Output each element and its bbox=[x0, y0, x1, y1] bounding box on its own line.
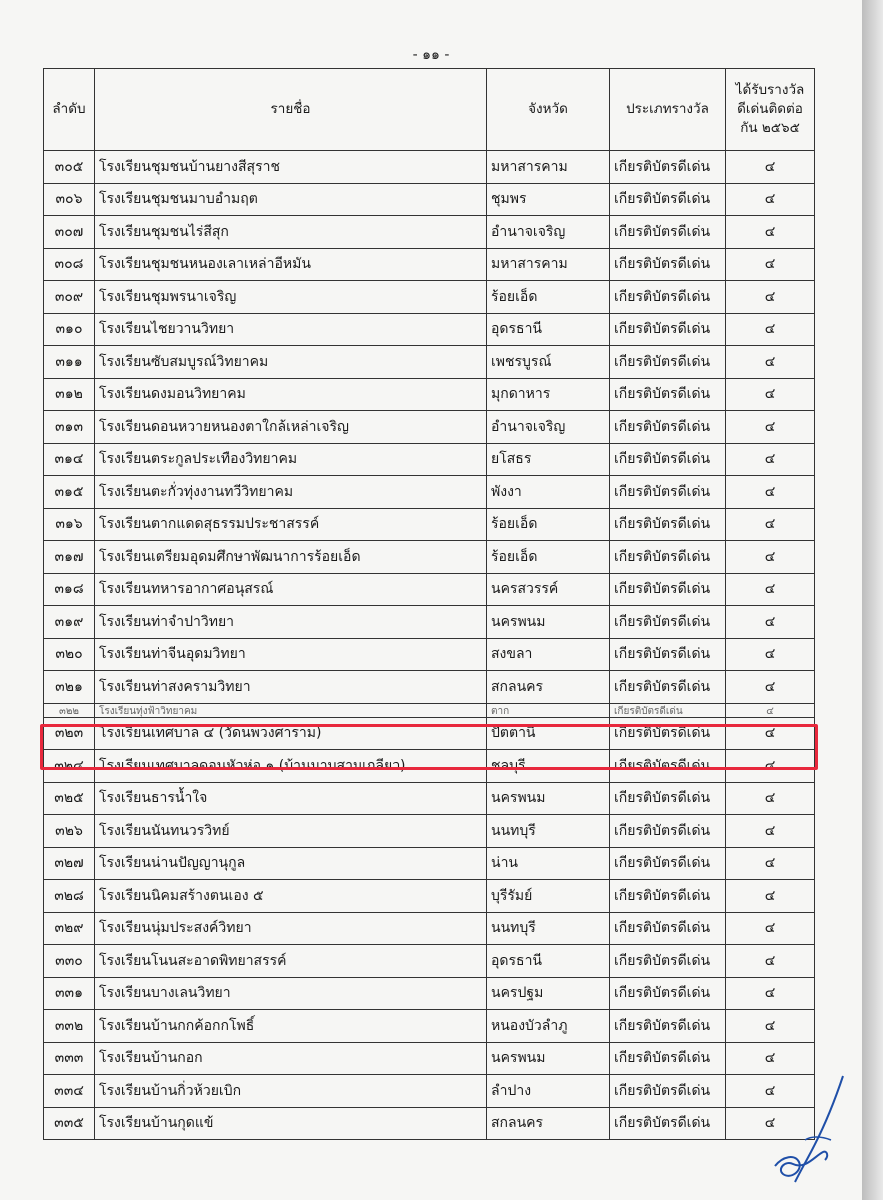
row-number: ๓๓๑ bbox=[44, 977, 95, 1010]
table-row bbox=[44, 977, 815, 1010]
award-type: เกียรติบัตรดีเด่น bbox=[610, 671, 726, 704]
award-type: เกียรติบัตรดีเด่น bbox=[610, 815, 726, 848]
table-row bbox=[44, 281, 815, 314]
school-name: โรงเรียนชุมพรนาเจริญ bbox=[95, 281, 487, 314]
row-number: ๓๑๖ bbox=[44, 508, 95, 541]
province: บุรีรัมย์ bbox=[487, 880, 610, 913]
table-row bbox=[44, 782, 815, 815]
award-type: เกียรติบัตรดีเด่น bbox=[610, 977, 726, 1010]
table-row bbox=[44, 638, 815, 671]
province: นครสวรรค์ bbox=[487, 573, 610, 606]
row-number: ๓๑๓ bbox=[44, 411, 95, 444]
school-name: โรงเรียนโนนสะอาดพิทยาสรรค์ bbox=[95, 945, 487, 978]
table-row bbox=[44, 346, 815, 379]
school-name: โรงเรียนนิคมสร้างตนเอง ๕ bbox=[95, 880, 487, 913]
header-name: รายชื่อ bbox=[95, 69, 487, 151]
province: สกลนคร bbox=[487, 671, 610, 704]
table-row bbox=[44, 541, 815, 574]
school-name: โรงเรียนนุ่มประสงค์วิทยา bbox=[95, 912, 487, 945]
award-type: เกียรติบัตรดีเด่น bbox=[610, 847, 726, 880]
province: นนทบุรี bbox=[487, 912, 610, 945]
province: ตาก bbox=[487, 703, 610, 717]
school-name: โรงเรียนซับสมบูรณ์วิทยาคม bbox=[95, 346, 487, 379]
award-type: เกียรติบัตรดีเด่น bbox=[610, 912, 726, 945]
school-name: โรงเรียนท่าจำปาวิทยา bbox=[95, 606, 487, 639]
province: นครพนม bbox=[487, 782, 610, 815]
award-type: เกียรติบัตรดีเด่น bbox=[610, 378, 726, 411]
province: นครปฐม bbox=[487, 977, 610, 1010]
school-name: โรงเรียนบ้านกุดแข้ bbox=[95, 1107, 487, 1140]
table-row bbox=[44, 1107, 815, 1140]
table-row bbox=[44, 216, 815, 249]
header-award-type: ประเภทรางวัล bbox=[610, 69, 726, 151]
table-row bbox=[44, 443, 815, 476]
row-number: ๓๑๑ bbox=[44, 346, 95, 379]
row-number: ๓๒๓ bbox=[44, 717, 95, 750]
consecutive-years: ๔ bbox=[726, 880, 815, 913]
province: ร้อยเอ็ด bbox=[487, 281, 610, 314]
table-row bbox=[44, 815, 815, 848]
row-number: ๓๑๘ bbox=[44, 573, 95, 606]
consecutive-years: ๔ bbox=[726, 717, 815, 750]
award-type: เกียรติบัตรดีเด่น bbox=[610, 945, 726, 978]
consecutive-years: ๔ bbox=[726, 151, 815, 184]
table-row bbox=[44, 880, 815, 913]
consecutive-years: ๔ bbox=[726, 912, 815, 945]
row-number: ๓๓๓ bbox=[44, 1042, 95, 1075]
consecutive-years: ๔ bbox=[726, 945, 815, 978]
table-row bbox=[44, 1010, 815, 1043]
consecutive-years: ๔ bbox=[726, 1075, 815, 1108]
award-type: เกียรติบัตรดีเด่น bbox=[610, 717, 726, 750]
school-name: โรงเรียนบ้านกิ่วห้วยเบิก bbox=[95, 1075, 487, 1108]
award-type: เกียรติบัตรดีเด่น bbox=[610, 346, 726, 379]
table-row bbox=[44, 411, 815, 444]
province: นครพนม bbox=[487, 1042, 610, 1075]
consecutive-years: ๔ bbox=[726, 606, 815, 639]
province: ชุมพร bbox=[487, 183, 610, 216]
school-name: โรงเรียนตะกั่วทุ่งงานทวีวิทยาคม bbox=[95, 476, 487, 509]
table-row bbox=[44, 573, 815, 606]
award-type: เกียรติบัตรดีเด่น bbox=[610, 1107, 726, 1140]
table-row bbox=[44, 945, 815, 978]
school-name: โรงเรียนทุ่งฟ้าวิทยาคม bbox=[95, 703, 487, 717]
row-number: ๓๒๐ bbox=[44, 638, 95, 671]
award-type: เกียรติบัตรดีเด่น bbox=[610, 1075, 726, 1108]
consecutive-years: ๔ bbox=[726, 638, 815, 671]
row-number: ๓๒๔ bbox=[44, 750, 95, 783]
consecutive-years: ๔ bbox=[726, 573, 815, 606]
school-name: โรงเรียนบางเลนวิทยา bbox=[95, 977, 487, 1010]
consecutive-years: ๔ bbox=[726, 476, 815, 509]
consecutive-years: ๔ bbox=[726, 216, 815, 249]
table-row bbox=[44, 151, 815, 184]
header-years: ได้รับรางวัล ดีเด่นติดต่อกัน ๒๕๖๕ bbox=[726, 69, 815, 151]
table-row bbox=[44, 508, 815, 541]
row-number: ๓๒๑ bbox=[44, 671, 95, 704]
award-type: เกียรติบัตรดีเด่น bbox=[610, 541, 726, 574]
school-name: โรงเรียนดอนหวายหนองตาใกล้เหล่าเจริญ bbox=[95, 411, 487, 444]
row-number: ๓๐๙ bbox=[44, 281, 95, 314]
school-name: โรงเรียนบ้านกกค้อกกโพธิ์ bbox=[95, 1010, 487, 1043]
school-name: โรงเรียนท่าจีนอุดมวิทยา bbox=[95, 638, 487, 671]
award-type: เกียรติบัตรดีเด่น bbox=[610, 476, 726, 509]
province: พังงา bbox=[487, 476, 610, 509]
award-type: เกียรติบัตรดีเด่น bbox=[610, 703, 726, 717]
consecutive-years: ๔ bbox=[726, 1042, 815, 1075]
award-type: เกียรติบัตรดีเด่น bbox=[610, 151, 726, 184]
row-number: ๓๓๕ bbox=[44, 1107, 95, 1140]
province: เพชรบูรณ์ bbox=[487, 346, 610, 379]
header-no: ลำดับ bbox=[44, 69, 95, 151]
consecutive-years: ๔ bbox=[726, 703, 815, 717]
row-number: ๓๐๕ bbox=[44, 151, 95, 184]
row-number: ๓๐๖ bbox=[44, 183, 95, 216]
row-number: ๓๐๗ bbox=[44, 216, 95, 249]
school-name: โรงเรียนเทศบาล ๔ (วัดนพวงศาราม) bbox=[95, 717, 487, 750]
row-number: ๓๑๕ bbox=[44, 476, 95, 509]
province: ลำปาง bbox=[487, 1075, 610, 1108]
award-type: เกียรติบัตรดีเด่น bbox=[610, 508, 726, 541]
province: นครพนม bbox=[487, 606, 610, 639]
school-name: โรงเรียนตระกูลประเทืองวิทยาคม bbox=[95, 443, 487, 476]
school-name: โรงเรียนทหารอากาศอนุสรณ์ bbox=[95, 573, 487, 606]
school-name: โรงเรียนน่านปัญญานุกูล bbox=[95, 847, 487, 880]
award-type: เกียรติบัตรดีเด่น bbox=[610, 443, 726, 476]
row-number: ๓๒๗ bbox=[44, 847, 95, 880]
table-row bbox=[44, 378, 815, 411]
school-name: โรงเรียนท่าสงครามวิทยา bbox=[95, 671, 487, 704]
province: อำนาจเจริญ bbox=[487, 216, 610, 249]
province: สกลนคร bbox=[487, 1107, 610, 1140]
page-edge bbox=[862, 0, 883, 1200]
consecutive-years: ๔ bbox=[726, 847, 815, 880]
award-type: เกียรติบัตรดีเด่น bbox=[610, 411, 726, 444]
province: ร้อยเอ็ด bbox=[487, 508, 610, 541]
row-number: ๓๑๒ bbox=[44, 378, 95, 411]
consecutive-years: ๔ bbox=[726, 508, 815, 541]
province: ปัตตานี bbox=[487, 717, 610, 750]
row-number: ๓๒๘ bbox=[44, 880, 95, 913]
table-header-row bbox=[44, 69, 815, 151]
province: ร้อยเอ็ด bbox=[487, 541, 610, 574]
school-name: โรงเรียนนันทนวรวิทย์ bbox=[95, 815, 487, 848]
province: อุดรธานี bbox=[487, 313, 610, 346]
table-row bbox=[44, 1042, 815, 1075]
consecutive-years: ๔ bbox=[726, 541, 815, 574]
signature-icon bbox=[765, 1070, 855, 1190]
school-name: โรงเรียนชุมชนบ้านยางสีสุราช bbox=[95, 151, 487, 184]
row-number: ๓๒๕ bbox=[44, 782, 95, 815]
consecutive-years: ๔ bbox=[726, 671, 815, 704]
school-name: โรงเรียนดงมอนวิทยาคม bbox=[95, 378, 487, 411]
row-number: ๓๓๔ bbox=[44, 1075, 95, 1108]
award-type: เกียรติบัตรดีเด่น bbox=[610, 782, 726, 815]
school-name: โรงเรียนชุมชนหนองเลาเหล่าอีหมัน bbox=[95, 248, 487, 281]
school-name: โรงเรียนชุมชนไร่สีสุก bbox=[95, 216, 487, 249]
province: มหาสารคาม bbox=[487, 248, 610, 281]
award-type: เกียรติบัตรดีเด่น bbox=[610, 216, 726, 249]
consecutive-years: ๔ bbox=[726, 977, 815, 1010]
province: มหาสารคาม bbox=[487, 151, 610, 184]
row-number: ๓๒๒ bbox=[44, 703, 95, 717]
consecutive-years: ๔ bbox=[726, 281, 815, 314]
consecutive-years: ๔ bbox=[726, 313, 815, 346]
table-row bbox=[44, 912, 815, 945]
row-number: ๓๒๙ bbox=[44, 912, 95, 945]
row-number: ๓๐๘ bbox=[44, 248, 95, 281]
award-type: เกียรติบัตรดีเด่น bbox=[610, 606, 726, 639]
consecutive-years: ๔ bbox=[726, 411, 815, 444]
table-row bbox=[44, 248, 815, 281]
award-type: เกียรติบัตรดีเด่น bbox=[610, 1010, 726, 1043]
province: ยโสธร bbox=[487, 443, 610, 476]
school-name: โรงเรียนตากแดดสุธรรมประชาสรรค์ bbox=[95, 508, 487, 541]
table-row bbox=[44, 606, 815, 639]
row-number: ๓๓๒ bbox=[44, 1010, 95, 1043]
table-row bbox=[44, 183, 815, 216]
consecutive-years: ๔ bbox=[726, 443, 815, 476]
header-province: จังหวัด bbox=[487, 69, 610, 151]
consecutive-years: ๔ bbox=[726, 815, 815, 848]
page-number: - ๑๑ - bbox=[412, 47, 450, 63]
award-type: เกียรติบัตรดีเด่น bbox=[610, 183, 726, 216]
province: น่าน bbox=[487, 847, 610, 880]
award-type: เกียรติบัตรดีเด่น bbox=[610, 248, 726, 281]
province: หนองบัวลำภู bbox=[487, 1010, 610, 1043]
school-name: โรงเรียนธารน้ำใจ bbox=[95, 782, 487, 815]
award-type: เกียรติบัตรดีเด่น bbox=[610, 573, 726, 606]
award-type: เกียรติบัตรดีเด่น bbox=[610, 313, 726, 346]
school-name: โรงเรียนเตรียมอุดมศึกษาพัฒนาการร้อยเอ็ด bbox=[95, 541, 487, 574]
table-row bbox=[44, 847, 815, 880]
province: มุกดาหาร bbox=[487, 378, 610, 411]
school-name: โรงเรียนบ้านกอก bbox=[95, 1042, 487, 1075]
table-row bbox=[44, 476, 815, 509]
table-row bbox=[44, 703, 815, 717]
consecutive-years: ๔ bbox=[726, 1010, 815, 1043]
province: ชลบุรี bbox=[487, 750, 610, 783]
row-number: ๓๑๙ bbox=[44, 606, 95, 639]
consecutive-years: ๔ bbox=[726, 248, 815, 281]
award-type: เกียรติบัตรดีเด่น bbox=[610, 1042, 726, 1075]
award-type: เกียรติบัตรดีเด่น bbox=[610, 880, 726, 913]
province: นนทบุรี bbox=[487, 815, 610, 848]
school-name: โรงเรียนชุมชนมาบอำมฤต bbox=[95, 183, 487, 216]
province: อำนาจเจริญ bbox=[487, 411, 610, 444]
award-table bbox=[43, 68, 815, 1140]
row-number: ๓๒๖ bbox=[44, 815, 95, 848]
highlight-box bbox=[40, 724, 818, 770]
table-row bbox=[44, 1075, 815, 1108]
consecutive-years: ๔ bbox=[726, 750, 815, 783]
province: อุดรธานี bbox=[487, 945, 610, 978]
consecutive-years: ๔ bbox=[726, 782, 815, 815]
row-number: ๓๑๐ bbox=[44, 313, 95, 346]
consecutive-years: ๔ bbox=[726, 346, 815, 379]
consecutive-years: ๔ bbox=[726, 378, 815, 411]
row-number: ๓๑๔ bbox=[44, 443, 95, 476]
table-row bbox=[44, 671, 815, 704]
consecutive-years: ๔ bbox=[726, 183, 815, 216]
consecutive-years: ๔ bbox=[726, 1107, 815, 1140]
school-name: โรงเรียนเทศบาลดอนหัวห่อ ๑ (บ้านมาบสามเกลียว) bbox=[95, 750, 487, 783]
row-number: ๓๑๗ bbox=[44, 541, 95, 574]
award-type: เกียรติบัตรดีเด่น bbox=[610, 750, 726, 783]
table-row bbox=[44, 313, 815, 346]
award-type: เกียรติบัตรดีเด่น bbox=[610, 638, 726, 671]
award-type: เกียรติบัตรดีเด่น bbox=[610, 281, 726, 314]
school-name: โรงเรียนไชยวานวิทยา bbox=[95, 313, 487, 346]
province: สงขลา bbox=[487, 638, 610, 671]
row-number: ๓๓๐ bbox=[44, 945, 95, 978]
